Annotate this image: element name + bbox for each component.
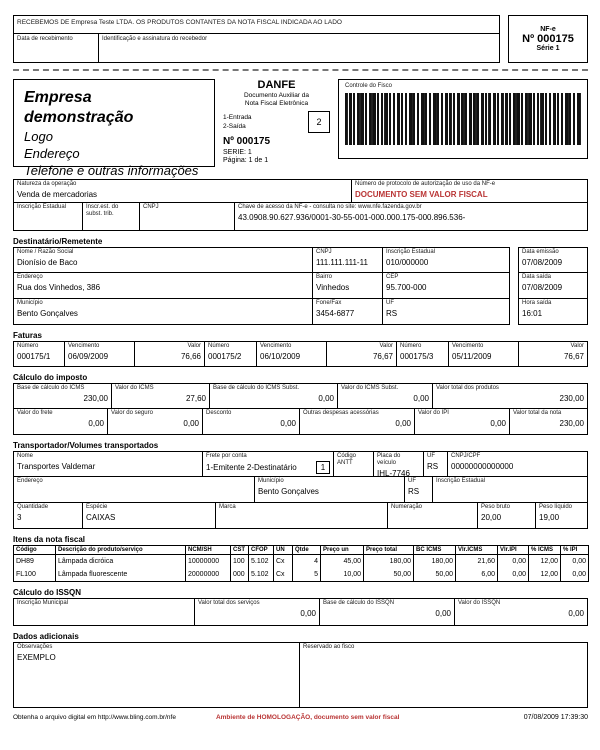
transportador-uf2-label: UF xyxy=(408,478,416,484)
item-cfop: 5.102 xyxy=(249,555,274,569)
danfe-pagina: Página: 1 de 1 xyxy=(223,157,269,164)
destinatario-uf-value: RS xyxy=(386,309,398,318)
item-descricao: Lâmpada fluorescente xyxy=(56,568,186,582)
valor-frete-cell xyxy=(13,409,108,435)
imposto-section xyxy=(13,383,588,435)
transportador-cnpj-cell xyxy=(448,451,588,477)
item-qtde: 5 xyxy=(293,568,321,582)
valor-seguro-cell xyxy=(108,409,203,435)
peso-bruto-value: 20,00 xyxy=(481,513,502,522)
destinatario-uf-cell xyxy=(383,299,510,325)
ie-emitente-cell xyxy=(13,203,83,231)
valor-issqn-label: Valor do ISSQN xyxy=(458,600,501,606)
bc-icms-st-cell xyxy=(210,383,338,409)
observacoes-label: Observações xyxy=(17,644,53,650)
outras-despesas-label: Outras despesas acessórias xyxy=(303,410,379,416)
fatura-vencimento-label: Vencimento xyxy=(260,343,292,349)
valor-icms-st-cell xyxy=(338,383,433,409)
spacer xyxy=(510,247,518,273)
footer-timestamp: 07/08/2009 17:39:30 xyxy=(523,714,588,721)
transportador-ie-cell xyxy=(433,477,588,503)
fatura-vencimento-cell xyxy=(449,341,519,367)
valor-issqn-cell xyxy=(455,598,588,626)
total-nota-label: Valor total da nota xyxy=(513,410,562,416)
frete-conta-value: 1-Emitente 2-Destinatário xyxy=(206,463,297,472)
hora-saida-label: Hora saída xyxy=(522,300,552,306)
item-preco-un: 10,00 xyxy=(321,568,364,582)
valor-frete-value: 0,00 xyxy=(88,419,104,428)
frete-conta-cell xyxy=(203,451,334,477)
item-p-ipi: 0,00 xyxy=(561,555,589,569)
desconto-cell xyxy=(203,409,300,435)
protocolo-cell xyxy=(352,179,588,203)
destinatario-cep-value: 95.700-000 xyxy=(386,283,427,292)
fatura-numero-label: Número xyxy=(400,343,422,349)
fatura-numero-value: 000175/1 xyxy=(17,352,51,361)
transportador-ie-label: Inscrição Estadual xyxy=(436,478,486,484)
quantidade-value: 3 xyxy=(17,513,22,522)
placa-veiculo-value: IHL-7746 xyxy=(377,469,410,477)
inscricao-municipal-label: Inscrição Municipal xyxy=(17,600,69,606)
outras-despesas-value: 0,00 xyxy=(395,419,411,428)
nfe-serie: Série 1 xyxy=(536,45,560,52)
dados-adicionais-section xyxy=(13,642,588,708)
controle-fisco-label: Controle do Fisco xyxy=(345,83,393,89)
especie-cell xyxy=(83,503,216,529)
item-vlr-ipi: 0,00 xyxy=(498,555,529,569)
transportador-nome-value: Transportes Valdemar xyxy=(17,462,96,471)
fatura-vencimento-value: 06/09/2009 xyxy=(68,352,109,361)
destinatario-nome-value: Dionísio de Baco xyxy=(17,258,78,267)
entrada-saida-legend xyxy=(223,113,252,131)
destinatario-cnpj-cell xyxy=(313,247,383,273)
valor-icms-label: Valor do ICMS xyxy=(115,385,154,391)
hora-saida-cell xyxy=(518,299,588,325)
destinatario-fone-value: 3454-6877 xyxy=(316,309,355,318)
bc-issqn-value: 0,00 xyxy=(435,609,451,618)
recibo-strip xyxy=(13,15,588,63)
tipo-operacao-box: 2 xyxy=(308,111,330,133)
emitente-endereco-text: Endereço xyxy=(24,146,80,161)
item-ncm: 10000000 xyxy=(186,555,231,569)
peso-liquido-value: 19,00 xyxy=(539,513,560,522)
cut-line xyxy=(13,69,588,71)
transportador-heading: Transportador/Volumes transportados xyxy=(13,441,159,450)
destinatario-ie-value: 010/000000 xyxy=(386,258,429,267)
data-recebimento-cell xyxy=(14,34,99,62)
ie-emitente-label: Inscrição Estadual xyxy=(17,204,67,210)
data-emissao-label: Data emissão xyxy=(522,249,559,255)
chave-acesso-value: 43.0908.90.627.936/0001-30-55-001-000.000.175-000.896.536- xyxy=(238,213,466,222)
ie-subst-cell xyxy=(83,203,140,231)
bc-icms-st-value: 0,00 xyxy=(318,394,334,403)
item-cfop: 5.102 xyxy=(249,568,274,582)
peso-bruto-cell xyxy=(478,503,536,529)
hora-saida-value: 16:01 xyxy=(522,309,543,318)
data-recebimento-label: Data de recebimento xyxy=(17,36,73,42)
natureza-operacao-label: Natureza da operação xyxy=(17,181,77,187)
fatura-valor-cell xyxy=(135,341,205,367)
destinatario-nome-cell xyxy=(13,247,313,273)
codigo-antt-cell xyxy=(334,451,374,477)
item-ncm: 20000000 xyxy=(186,568,231,582)
fatura-vencimento-label: Vencimento xyxy=(452,343,484,349)
marca-cell xyxy=(216,503,388,529)
codigo-antt-label: Código ANTT xyxy=(337,453,357,466)
ie-subst-label: Inscr.est. do subst. trib. xyxy=(86,204,119,217)
transportador-municipio-cell xyxy=(255,477,405,503)
fatura-numero-cell xyxy=(13,341,65,367)
fatura-numero-value: 000175/2 xyxy=(208,352,242,361)
fatura-vencimento-cell xyxy=(257,341,327,367)
item-p-icms: 12,00 xyxy=(529,568,561,582)
recibo-box xyxy=(13,15,500,63)
destinatario-cep-label: CEP xyxy=(386,274,399,280)
transportador-nome-cell xyxy=(13,451,203,477)
fatura-numero-cell xyxy=(205,341,257,367)
marca-label: Marca xyxy=(219,504,236,510)
observacoes-cell xyxy=(13,642,300,708)
destinatario-fone-cell xyxy=(313,299,383,325)
destinatario-cnpj-label: CNPJ xyxy=(316,249,332,255)
cnpj-emitente-label: CNPJ xyxy=(143,204,159,210)
itens-heading: Itens da nota fiscal xyxy=(13,535,86,544)
item-cst: 100 xyxy=(231,555,249,569)
numeracao-cell xyxy=(388,503,478,529)
data-saida-label: Data saída xyxy=(522,274,552,280)
destinatario-uf-label: UF xyxy=(386,300,394,306)
total-servicos-cell xyxy=(195,598,320,626)
fatura-numero-cell xyxy=(397,341,449,367)
outras-despesas-cell xyxy=(300,409,415,435)
total-nota-value: 230,00 xyxy=(559,419,584,428)
natureza-operacao-cell xyxy=(13,179,352,203)
identificacao-cell xyxy=(99,34,499,62)
total-produtos-value: 230,00 xyxy=(559,394,584,403)
transportador-uf-label: UF xyxy=(427,453,435,459)
emitente-telefone-text: Telefone e outras informações xyxy=(24,163,199,178)
fatura-valor-label: Valor xyxy=(379,343,393,349)
col-vlr-icms: Vlr.ICMS xyxy=(456,546,498,555)
destinatario-bairro-label: Bairro xyxy=(316,274,333,280)
destinatario-nome-label: Nome / Razão Social xyxy=(17,249,74,255)
item-bc-icms: 50,00 xyxy=(414,568,456,582)
item-row xyxy=(14,568,589,582)
entrada-label: 1-Entrada xyxy=(223,114,252,121)
item-p-icms: 12,00 xyxy=(529,555,561,569)
valor-icms-st-value: 0,00 xyxy=(413,394,429,403)
total-nota-cell xyxy=(510,409,588,435)
fatura-vencimento-value: 05/11/2009 xyxy=(452,352,492,361)
danfe-numero: Nº 000175 xyxy=(223,136,271,147)
valor-seguro-value: 0,00 xyxy=(183,419,199,428)
fatura-valor-label: Valor xyxy=(187,343,201,349)
bc-icms-st-label: Base de cálculo do ICMS Subst. xyxy=(213,385,300,391)
data-saida-value: 07/08/2009 xyxy=(522,283,563,292)
item-cst: 000 xyxy=(231,568,249,582)
valor-issqn-value: 0,00 xyxy=(568,609,584,618)
imposto-heading: Cálculo do imposto xyxy=(13,373,88,382)
destinatario-endereco-label: Endereço xyxy=(17,274,43,280)
col-vlr-ipi: Vlr.IPI xyxy=(498,546,529,555)
destinatario-heading: Destinatário/Remetente xyxy=(13,237,103,246)
item-un: Cx xyxy=(274,555,293,569)
data-emissao-cell xyxy=(518,247,588,273)
emitente-nome: Empresa demonstração xyxy=(24,89,134,126)
item-un: Cx xyxy=(274,568,293,582)
total-produtos-cell xyxy=(433,383,588,409)
destinatario-cnpj-value: 111.111.111-11 xyxy=(316,258,368,267)
transportador-nome-label: Nome xyxy=(17,453,34,459)
col-p-ipi: % IPI xyxy=(561,546,589,555)
reservado-fisco-cell xyxy=(300,642,588,708)
col-cst: CST xyxy=(231,546,249,555)
chave-acesso-label: Chave de acesso da NF-e - consulta no site: www.nfe.fazenda.gov.br xyxy=(238,204,422,210)
destinatario-section xyxy=(13,247,588,325)
danfe-subtitle-2: Nota Fiscal Eletrônica xyxy=(244,100,309,107)
footer-homologacao-text: Ambiente de HOMOLOGAÇÃO, documento sem valor fiscal xyxy=(215,714,400,721)
transportador-cnpj-value: 00000000000000 xyxy=(451,462,514,471)
valor-icms-value: 27,60 xyxy=(185,394,206,403)
transportador-endereco-label: Endereço xyxy=(17,478,43,484)
col-codigo: Código xyxy=(14,546,56,555)
fatura-numero-value: 000175/3 xyxy=(400,352,434,361)
inscricao-municipal-cell xyxy=(13,598,195,626)
col-cfop: CFOP xyxy=(249,546,274,555)
quantidade-label: Quantidade xyxy=(17,504,49,510)
destinatario-municipio-cell xyxy=(13,299,313,325)
item-vlr-icms: 21,60 xyxy=(456,555,498,569)
col-qtde: Qtde xyxy=(293,546,321,555)
col-preco-un: Preço un xyxy=(321,546,364,555)
controle-fisco-box xyxy=(338,79,588,159)
fatura-valor-cell xyxy=(519,341,588,367)
fatura-valor-label: Valor xyxy=(570,343,584,349)
item-preco-total: 50,00 xyxy=(364,568,414,582)
emitente-logo-text: Logo xyxy=(24,129,53,144)
item-qtde: 4 xyxy=(293,555,321,569)
total-servicos-value: 0,00 xyxy=(300,609,316,618)
valor-seguro-label: Valor do seguro xyxy=(111,410,153,416)
footer xyxy=(13,714,588,721)
footer-url-text: Obtenha o arquivo digital em http://www.bling.com.br/nfe xyxy=(13,714,176,721)
valor-icms-st-label: Valor do ICMS Subst. xyxy=(341,385,399,391)
issqn-section xyxy=(13,598,588,626)
item-vlr-ipi: 0,00 xyxy=(498,568,529,582)
col-ncm: NCM/SH xyxy=(186,546,231,555)
valor-ipi-cell xyxy=(415,409,510,435)
placa-veiculo-label: Placa do veículo xyxy=(377,453,401,466)
destinatario-bairro-cell xyxy=(313,273,383,299)
item-preco-un: 45,00 xyxy=(321,555,364,569)
spacer xyxy=(500,15,508,63)
transportador-municipio-label: Município xyxy=(258,478,284,484)
valor-ipi-value: 0,00 xyxy=(490,419,506,428)
fatura-numero-label: Número xyxy=(17,343,39,349)
observacoes-value: EXEMPLO xyxy=(17,653,56,662)
saida-label: 2-Saída xyxy=(223,123,246,130)
nfe-numero: Nº 000175 xyxy=(522,33,574,45)
transportador-municipio-value: Bento Gonçalves xyxy=(258,487,319,496)
reservado-fisco-label: Reservado ao fisco xyxy=(303,644,355,650)
item-vlr-icms: 6,00 xyxy=(456,568,498,582)
spacer xyxy=(510,299,518,325)
nfe-title: NF-e xyxy=(540,26,556,33)
item-codigo: DH89 xyxy=(16,558,34,565)
itens-table xyxy=(13,545,589,582)
item-preco-total: 180,00 xyxy=(364,555,414,569)
bc-issqn-label: Base de cálculo do ISSQN xyxy=(323,600,395,606)
placa-veiculo-cell xyxy=(374,451,424,477)
transportador-cnpj-label: CNPJ/CPF xyxy=(451,453,481,459)
fatura-numero-label: Número xyxy=(208,343,230,349)
itens-header-row xyxy=(14,546,589,555)
bc-icms-cell xyxy=(13,383,112,409)
protocolo-value: DOCUMENTO SEM VALOR FISCAL xyxy=(355,190,488,199)
fatura-valor-value: 76,67 xyxy=(372,352,393,361)
total-produtos-label: Valor total dos produtos xyxy=(436,385,499,391)
valor-frete-label: Valor do frete xyxy=(17,410,53,416)
destinatario-municipio-value: Bento Gonçalves xyxy=(17,309,78,318)
bc-issqn-cell xyxy=(320,598,455,626)
fatura-vencimento-value: 06/10/2009 xyxy=(260,352,301,361)
transportador-uf2-cell xyxy=(405,477,433,503)
col-descricao: Descrição do produto/serviço xyxy=(56,546,186,555)
nfe-number-box xyxy=(508,15,588,63)
especie-label: Espécie xyxy=(86,504,108,510)
dados-adicionais-heading: Dados adicionais xyxy=(13,632,79,641)
fatura-vencimento-cell xyxy=(65,341,135,367)
fatura-vencimento-label: Vencimento xyxy=(68,343,100,349)
destinatario-fone-label: Fone/Fax xyxy=(316,300,342,306)
quantidade-cell xyxy=(13,503,83,529)
peso-liquido-cell xyxy=(536,503,588,529)
data-emissao-value: 07/08/2009 xyxy=(522,258,563,267)
frete-conta-label: Frete por conta xyxy=(206,453,247,459)
data-saida-cell xyxy=(518,273,588,299)
item-codigo: FL100 xyxy=(16,571,36,578)
faturas-heading: Faturas xyxy=(13,331,42,340)
col-preco-total: Preço total xyxy=(364,546,414,555)
desconto-label: Desconto xyxy=(206,410,232,416)
operacao-section xyxy=(13,179,588,231)
valor-ipi-label: Valor do IPI xyxy=(418,410,449,416)
fatura-valor-value: 76,67 xyxy=(563,352,584,361)
chave-acesso-cell xyxy=(235,203,588,231)
destinatario-ie-cell xyxy=(383,247,510,273)
especie-value: CAIXAS xyxy=(86,513,116,522)
danfe-title: DANFE xyxy=(257,79,296,91)
numeracao-label: Numeração xyxy=(391,504,423,510)
recibo-text: RECEBEMOS DE Empresa Teste LTDA. OS PRODUTOS CONTANTES DA NOTA FISCAL INDICADA AO LADO xyxy=(14,16,499,34)
header xyxy=(13,79,588,178)
valor-icms-cell xyxy=(112,383,210,409)
transportador-endereco-cell xyxy=(13,477,255,503)
peso-liquido-label: Peso líquido xyxy=(539,504,573,510)
destinatario-ie-label: Inscrição Estadual xyxy=(386,249,436,255)
destinatario-endereco-value: Rua dos Vinhedos, 386 xyxy=(17,283,101,292)
transportador-uf-value: RS xyxy=(427,462,439,471)
bc-icms-value: 230,00 xyxy=(83,394,108,403)
desconto-value: 0,00 xyxy=(280,419,296,428)
protocolo-label: Número de protocolo de autorização de uso da NF-e xyxy=(355,181,496,187)
total-servicos-label: Valor total dos serviços xyxy=(198,600,260,606)
bc-icms-label: Base de cálculo do ICMS xyxy=(17,385,85,391)
danfe-subtitle-1: Documento Auxiliar da xyxy=(243,92,310,99)
danfe-serie: SERIE: 1 xyxy=(223,149,252,156)
identificacao-label: Identificação e assinatura do recebedor xyxy=(102,36,208,42)
col-un: UN xyxy=(274,546,293,555)
item-bc-icms: 180,00 xyxy=(414,555,456,569)
destinatario-bairro-value: Vinhedos xyxy=(316,283,350,292)
transportador-section xyxy=(13,451,588,529)
cnpj-emitente-cell xyxy=(140,203,235,231)
emitente-box xyxy=(13,79,215,178)
barcode xyxy=(345,93,581,145)
destinatario-endereco-cell xyxy=(13,273,313,299)
item-p-ipi: 0,00 xyxy=(561,568,589,582)
natureza-operacao-value: Venda de mercadorias xyxy=(17,190,98,199)
fatura-valor-value: 76,66 xyxy=(180,352,201,361)
destinatario-municipio-label: Município xyxy=(17,300,43,306)
faturas-section xyxy=(13,341,588,367)
spacer xyxy=(510,273,518,299)
item-descricao: Lâmpada dicróica xyxy=(56,555,186,569)
item-row xyxy=(14,555,589,569)
transportador-uf-cell xyxy=(424,451,448,477)
issqn-heading: Cálculo do ISSQN xyxy=(13,588,82,597)
frete-tipo-box: 1 xyxy=(316,461,330,474)
peso-bruto-label: Peso bruto xyxy=(481,504,511,510)
transportador-uf2-value: RS xyxy=(408,487,420,496)
col-p-icms: % ICMS xyxy=(529,546,561,555)
col-bc-icms: BC ICMS xyxy=(414,546,456,555)
danfe-block xyxy=(215,79,338,164)
destinatario-cep-cell xyxy=(383,273,510,299)
fatura-valor-cell xyxy=(327,341,397,367)
